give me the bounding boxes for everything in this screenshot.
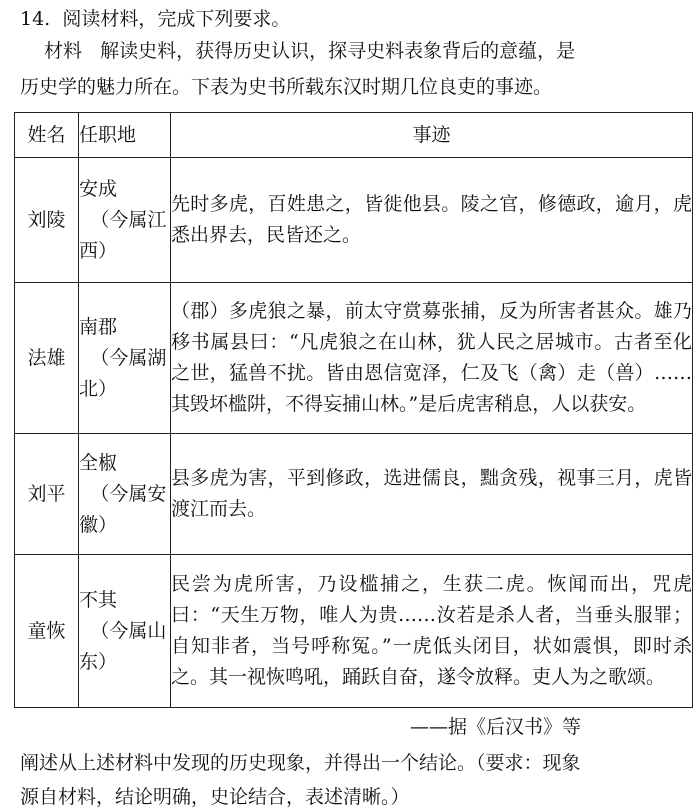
material-intro-text1: 解读史料，获得历史认识，探寻史料表象背后的意蕴，是 bbox=[100, 40, 576, 62]
official-deed: （郡）多虎狼之暴，前太守赏募张捕，反为所害者甚众。雄乃移书属县曰：“凡虎狼之在山林，犹人民之居城市。古者至化之世，猛兽不扰。皆由恩信宽泽，仁及飞（禽）走（兽）……其毁坏槛阱，不得妄捕山林。”是后虎害稍息，人以获安。 bbox=[171, 283, 693, 434]
official-deed: 先时多虎，百姓患之，皆徙他县。陵之官，修德政，逾月，虎悉出界去，民皆还之。 bbox=[171, 158, 693, 283]
source-citation: ——据《后汉书》等 bbox=[410, 716, 582, 738]
table-row bbox=[15, 158, 693, 283]
table-row bbox=[15, 434, 693, 555]
officials-table bbox=[14, 112, 693, 708]
place-name: 南郡 bbox=[79, 315, 118, 338]
official-place-cell bbox=[79, 434, 171, 555]
place-modern: （今属安徽） bbox=[79, 482, 167, 536]
table-header-row bbox=[15, 113, 693, 158]
material-label: 材料 bbox=[44, 40, 83, 62]
place-modern: （今属江西） bbox=[79, 208, 167, 262]
official-name: 法雄 bbox=[15, 283, 79, 434]
official-place-cell bbox=[79, 158, 171, 283]
task-line2: 源自材料，结论明确，史论结合，表述清晰。） bbox=[20, 786, 410, 808]
question-number: 14. bbox=[20, 8, 51, 30]
place-name: 全椒 bbox=[79, 451, 118, 474]
question-instruction: 阅读材料，完成下列要求。 bbox=[62, 8, 291, 30]
official-name: 刘平 bbox=[15, 434, 79, 555]
official-place-cell bbox=[79, 555, 171, 708]
material-intro-line1 bbox=[44, 38, 575, 64]
table-row bbox=[15, 283, 693, 434]
official-deed: 县多虎为害，平到修政，选进儒良，黜贪残，视事三月，虎皆渡江而去。 bbox=[171, 434, 693, 555]
material-intro-line2: 历史学的魅力所在。下表为史书所载东汉时期几位良吏的事迹。 bbox=[20, 76, 553, 98]
place-modern: （今属湖北） bbox=[79, 346, 167, 400]
header-place: 任职地 bbox=[79, 113, 171, 158]
official-name: 童恢 bbox=[15, 555, 79, 708]
table-row bbox=[15, 555, 693, 708]
official-place-cell bbox=[79, 283, 171, 434]
header-name: 姓名 bbox=[15, 113, 79, 158]
place-name: 安成 bbox=[79, 177, 118, 200]
question-header bbox=[20, 6, 290, 32]
place-modern: （今属山东） bbox=[79, 619, 167, 673]
official-name: 刘陵 bbox=[15, 158, 79, 283]
official-deed: 民尝为虎所害，乃设槛捕之，生获二虎。恢闻而出，咒虎曰：“天生万物，唯人为贵……汝若是杀人者，当垂头服罪；自知非者，当号呼称冤。”一虎低头闭目，状如震惧，即时杀之。其一视恢鸣吼，踊跃自奋，遂令放释。吏人为之歌颂。 bbox=[171, 555, 693, 708]
place-name: 不其 bbox=[79, 588, 118, 611]
task-line1: 阐述从上述材料中发现的历史现象，并得出一个结论。（要求：现象 bbox=[20, 752, 581, 774]
header-deed: 事迹 bbox=[171, 113, 693, 158]
